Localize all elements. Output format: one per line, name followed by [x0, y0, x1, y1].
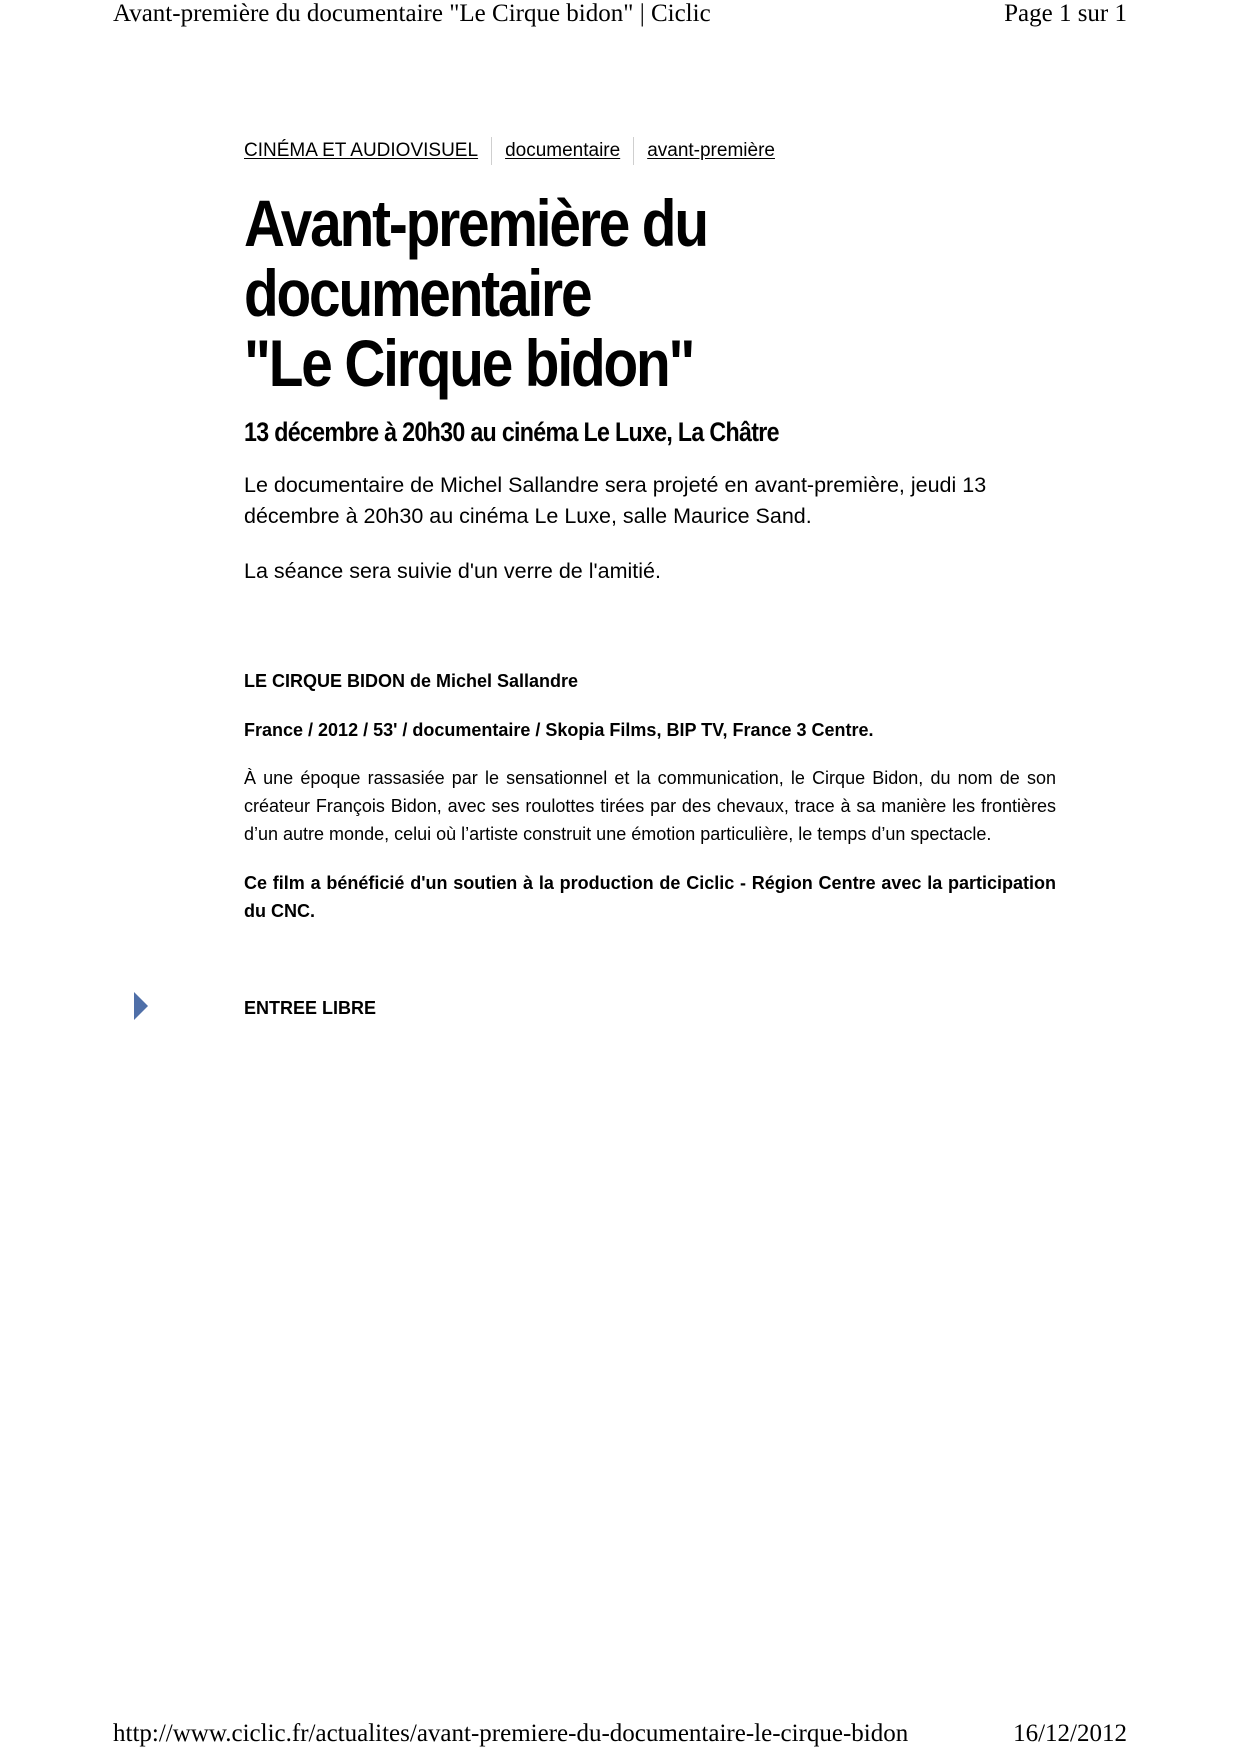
print-footer-date: 16/12/2012: [1013, 1720, 1127, 1747]
play-arrow-icon[interactable]: [134, 992, 148, 1020]
tag-list: [244, 136, 1056, 166]
tag-avant-premiere[interactable]: avant-première: [647, 140, 775, 161]
credits-meta: France / 2012 / 53' / documentaire / Skopia Films, BIP TV, France 3 Centre.: [244, 720, 874, 740]
tag-separator: [633, 137, 634, 165]
entry-notice: ENTREE LIBRE: [244, 998, 377, 1018]
tag-documentaire[interactable]: documentaire: [505, 140, 621, 161]
article-subtitle: 13 décembre à 20h30 au cinéma Le Luxe, La Châtre: [244, 417, 779, 447]
article-lead: Le documentaire de Michel Sallandre sera projeté en avant-première, jeudi 13 décembre à 20h30 au cinéma Le Luxe, salle Maurice Sand.: [244, 473, 987, 528]
support-notice: Ce film a bénéficié d'un soutien à la production de Ciclic - Région Centre avec la participation du CNC.: [244, 873, 1056, 921]
print-footer: [113, 1720, 1127, 1748]
credits-title: LE CIRQUE BIDON de Michel Sallandre: [244, 671, 579, 691]
print-header-page: Page 1 sur 1: [1004, 0, 1127, 27]
article-title: [244, 188, 1061, 398]
tag-separator: [491, 137, 492, 165]
article-lead-2: La séance sera suivie d'un verre de l'amitié.: [244, 559, 661, 583]
print-header-title: Avant-première du documentaire "Le Cirque bidon" | Ciclic: [113, 0, 711, 27]
article-title-line1: Avant-première du documentaire: [244, 186, 707, 330]
article: [244, 136, 1056, 1022]
print-footer-url: http://www.ciclic.fr/actualites/avant-premiere-du-documentaire-le-cirque-bidon: [113, 1720, 909, 1747]
print-header: [113, 0, 1127, 28]
article-title-line2: "Le Cirque bidon": [244, 326, 694, 400]
synopsis: À une époque rassasiée par le sensationnel et la communication, le Cirque Bidon, du nom de son créateur François Bidon, avec ses roulottes tirées par des chevaux, trace à sa manière les frontières d’un autre monde, celui où l’artiste construit une émotion particulière, le temps d’un spectacle.: [244, 768, 1056, 844]
tag-cinema[interactable]: CINÉMA ET AUDIOVISUEL: [244, 140, 479, 161]
